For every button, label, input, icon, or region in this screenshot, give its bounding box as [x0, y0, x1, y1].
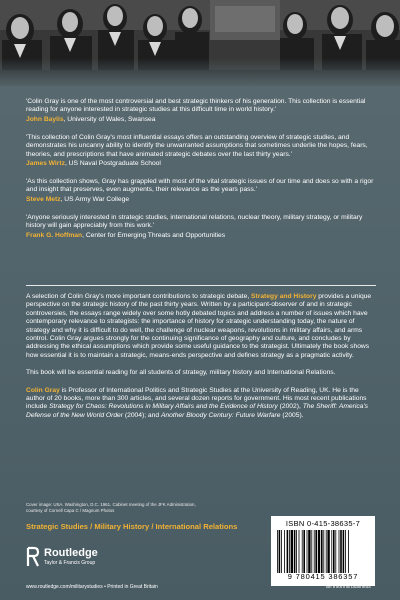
- author-bio-text: is Professor of International Politics and Strategic Studies at the University of Reading, UK. He is the author of 20 books, more than 300 articles, and several dozen reports for government. His most recent publications include: [26, 386, 367, 411]
- author-book-title: Another Bloody Century: Future Warfare: [160, 411, 281, 419]
- audience-paragraph: This book will be essential reading for all students of strategy, military history and International Relations.: [26, 369, 336, 377]
- endorser-name: James Wirtz: [26, 160, 65, 168]
- author-bio-text: (2002),: [277, 403, 303, 411]
- description-rest: provides a unique perspective on the strategic history of the past thirty years. Written by a participant-observer of and in strategic controversies, the essays range widely over some hotly debated topics and address a number of issues which have contemporary relevance to strategists: the importance of history for strategic understanding today, the nature of strategy and why it is difficult to do well, the challenge of nuclear weapons, revolutions in military affairs, and arms control. Colin Gray argues strongly for the continuing significance of geography and culture, and concludes by addressing the ethical assumptions which provide some useful guidance to the strategist. Ultimately the book shows how essential it is to maintain a strategic, means-ends perspective and defines strategy as a pragmatic activity.: [26, 293, 372, 359]
- endorser-affiliation: , University of Wales, Swansea: [63, 115, 156, 123]
- endorser-name: John Baylis: [26, 115, 64, 123]
- endorsements: [26, 98, 376, 250]
- endorsement-text: 'As this collection shows, Gray has grappled with most of the vital strategic issues of our time and does so with a rigor and insight that preserves, even augments, their relevance as the years pass.': [26, 178, 374, 194]
- endorsement-text: 'Anyone seriously interested in strategic studies, international relations, nuclear theory, military strategy, or military history will gain appreciably from this work.': [26, 213, 363, 230]
- endorser-affiliation: , US Army War College: [60, 195, 130, 203]
- endorser-name: Steve Metz: [26, 195, 61, 203]
- isbn-label: ISBN 0-415-38635-7: [285, 519, 361, 528]
- endorsement-attribution: [26, 231, 376, 240]
- author-book-title: Strategy for Chaos: Revolutions in Military Affairs and the Evidence of History: [49, 403, 278, 411]
- isbn-barcode: [271, 516, 375, 586]
- publisher-group: Taylor & Francis Group: [44, 560, 96, 566]
- divider: [26, 285, 376, 286]
- book-title: Strategy and History: [251, 293, 317, 300]
- barcode-icon: [277, 530, 369, 573]
- informa-tagline: an informa business: [326, 584, 371, 590]
- endorsement-attribution: [26, 159, 376, 168]
- cover-credit: [26, 502, 276, 513]
- endorser-name: Frank G. Hoffman: [26, 231, 83, 239]
- description-paragraph: [26, 293, 376, 360]
- isbn-number: 9 780415 386357: [287, 572, 359, 581]
- author-book-title: The Sheriff: America's Defense of the New World Order: [26, 403, 369, 419]
- cover-credit-line: Cover image: USA. Washington, D.C. 1961. Cabinet meeting of the JFK Administration,: [26, 502, 196, 507]
- endorsement: [26, 178, 376, 204]
- endorsement-text: 'Colin Gray is one of the most controversial and best strategic thinkers of his generation. This collection is essential reading for anyone interested in strategic studies at this difficult time in world history.': [26, 98, 366, 114]
- endorsement-text: 'This collection of Colin Gray's most influential essays offers an outstanding overview of strategic studies, and demonstrates his uncanny ability to identify the unwarranted assumptions that sometimes underlie the hopes, fears, theories, and prescriptions that have animated strategic debates over the last thirty years.': [26, 133, 368, 158]
- endorsement: [26, 98, 376, 124]
- cover-credit-line: courtesy of Cornell Capa C / Magnum Photos: [26, 507, 115, 513]
- publisher-url[interactable]: www.routledge.com/militarystudies • Printed in Great Britain: [26, 584, 158, 590]
- author-bio-text: (2004); and: [123, 411, 161, 419]
- subject-categories: Strategic Studies / Military History / International Relations: [26, 522, 238, 531]
- book-description: [26, 293, 376, 429]
- endorser-affiliation: , US Naval Postgraduate School: [64, 160, 161, 168]
- endorsement: [26, 134, 376, 168]
- publisher-logo: [26, 546, 176, 572]
- author-name: Colin Gray: [26, 386, 60, 394]
- endorsement: [26, 214, 376, 240]
- description-intro: A selection of Colin Gray's more important contributions to strategic debate,: [26, 293, 252, 300]
- author-bio: [26, 387, 376, 421]
- author-bio-text: (2005).: [280, 411, 304, 419]
- endorsement-attribution: [26, 195, 376, 204]
- cover-photo: [0, 0, 400, 86]
- publisher-name: Routledge: [44, 547, 98, 559]
- routledge-logo-icon: [26, 546, 40, 568]
- endorser-affiliation: , Center for Emerging Threats and Opportunities: [82, 231, 226, 239]
- endorsement-attribution: [26, 115, 376, 124]
